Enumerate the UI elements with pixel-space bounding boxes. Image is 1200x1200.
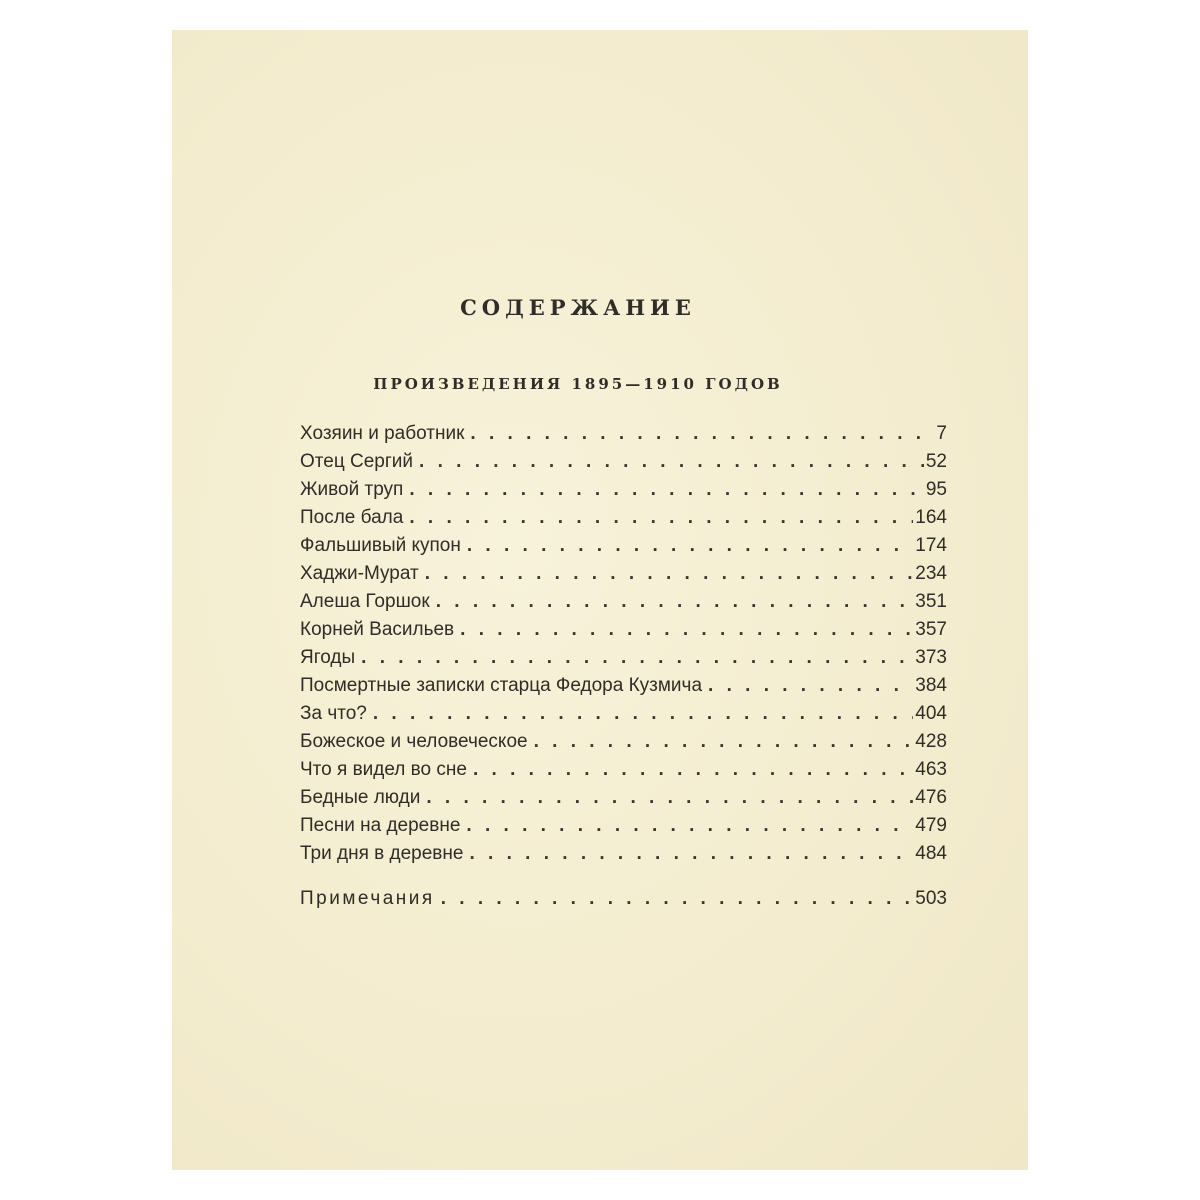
dot-leader <box>409 476 924 504</box>
toc-entry <box>300 885 947 913</box>
dot-leader <box>361 644 913 672</box>
dot-leader <box>466 812 913 840</box>
toc-entry <box>300 700 947 728</box>
toc-entry-page: 351 <box>915 591 947 612</box>
dot-leader <box>419 448 924 476</box>
toc-entry <box>300 588 947 616</box>
section-heading: ПРОИЗВЕДЕНИЯ 1895—1910 ГОДОВ <box>373 375 783 393</box>
toc-entry-title: Посмертные записки старца Федора Кузмича <box>300 675 703 696</box>
dot-leader <box>373 700 913 728</box>
toc-entry-title: Ягоды <box>300 647 356 668</box>
toc-entry <box>300 840 947 868</box>
dot-leader <box>425 560 914 588</box>
toc-entry-page: 463 <box>915 759 947 780</box>
toc-entry-title: Что я видел во сне <box>300 759 467 780</box>
dot-leader <box>708 672 913 700</box>
toc-entry-page: 484 <box>915 843 947 864</box>
toc-entry <box>300 476 947 504</box>
toc-entry-title: Хаджи-Мурат <box>300 563 419 584</box>
toc-entry <box>300 784 947 812</box>
toc-entry-page: 373 <box>915 647 947 668</box>
dot-leader <box>469 840 913 868</box>
toc-entry-title: Фальшивый купон <box>300 535 461 556</box>
dot-leader <box>409 504 913 532</box>
toc-entry-title: Хозяин и работник <box>300 423 465 444</box>
toc-entry-page: 384 <box>915 675 947 696</box>
toc-entry-page: 174 <box>915 535 947 556</box>
notes-entry <box>300 885 947 913</box>
toc-entry-title: Песни на деревне <box>300 815 461 836</box>
toc-entry <box>300 644 947 672</box>
dot-leader <box>426 784 913 812</box>
toc-entry-title: Живой труп <box>300 479 404 500</box>
toc-entry <box>300 560 947 588</box>
dot-leader <box>441 885 914 913</box>
toc-entry <box>300 448 947 476</box>
toc-entry <box>300 504 947 532</box>
toc-entry <box>300 756 947 784</box>
dot-leader <box>534 728 914 756</box>
toc-entry-page: 95 <box>925 479 947 500</box>
notes-title: Примечания <box>300 888 435 909</box>
toc-entry-title: Божеское и человеческое <box>300 731 528 752</box>
dot-leader <box>473 756 913 784</box>
toc-entry <box>300 728 947 756</box>
toc-entry-title: После бала <box>300 507 404 528</box>
toc-entry <box>300 616 947 644</box>
toc-entry-title: Алеша Горшок <box>300 591 430 612</box>
toc-entry <box>300 812 947 840</box>
toc-entry-page: 7 <box>936 423 947 444</box>
toc-entry-page: 404 <box>915 703 947 724</box>
page-title: СОДЕРЖАНИЕ <box>460 295 696 320</box>
toc-entry-page: 234 <box>915 563 947 584</box>
toc-entry-page: 428 <box>915 731 947 752</box>
table-of-contents <box>300 420 947 868</box>
notes-page: 503 <box>915 888 947 909</box>
toc-entry-page: 164 <box>915 507 947 528</box>
toc-entry-title: Бедные люди <box>300 787 421 808</box>
toc-entry <box>300 532 947 560</box>
dot-leader <box>460 616 913 644</box>
toc-entry-title: Отец Сергий <box>300 451 414 472</box>
toc-entry-page: 357 <box>915 619 947 640</box>
toc-entry <box>300 672 947 700</box>
toc-entry-page: 479 <box>915 815 947 836</box>
toc-entry-page: 52 <box>925 451 947 472</box>
toc-entry-title: Три дня в деревне <box>300 843 464 864</box>
dot-leader <box>470 420 934 448</box>
dot-leader <box>467 532 913 560</box>
toc-entry-title: За что? <box>300 703 367 724</box>
toc-entry <box>300 420 947 448</box>
toc-entry-title: Корней Васильев <box>300 619 455 640</box>
toc-entry-page: 476 <box>915 787 947 808</box>
book-page <box>172 30 1028 1170</box>
dot-leader <box>436 588 914 616</box>
